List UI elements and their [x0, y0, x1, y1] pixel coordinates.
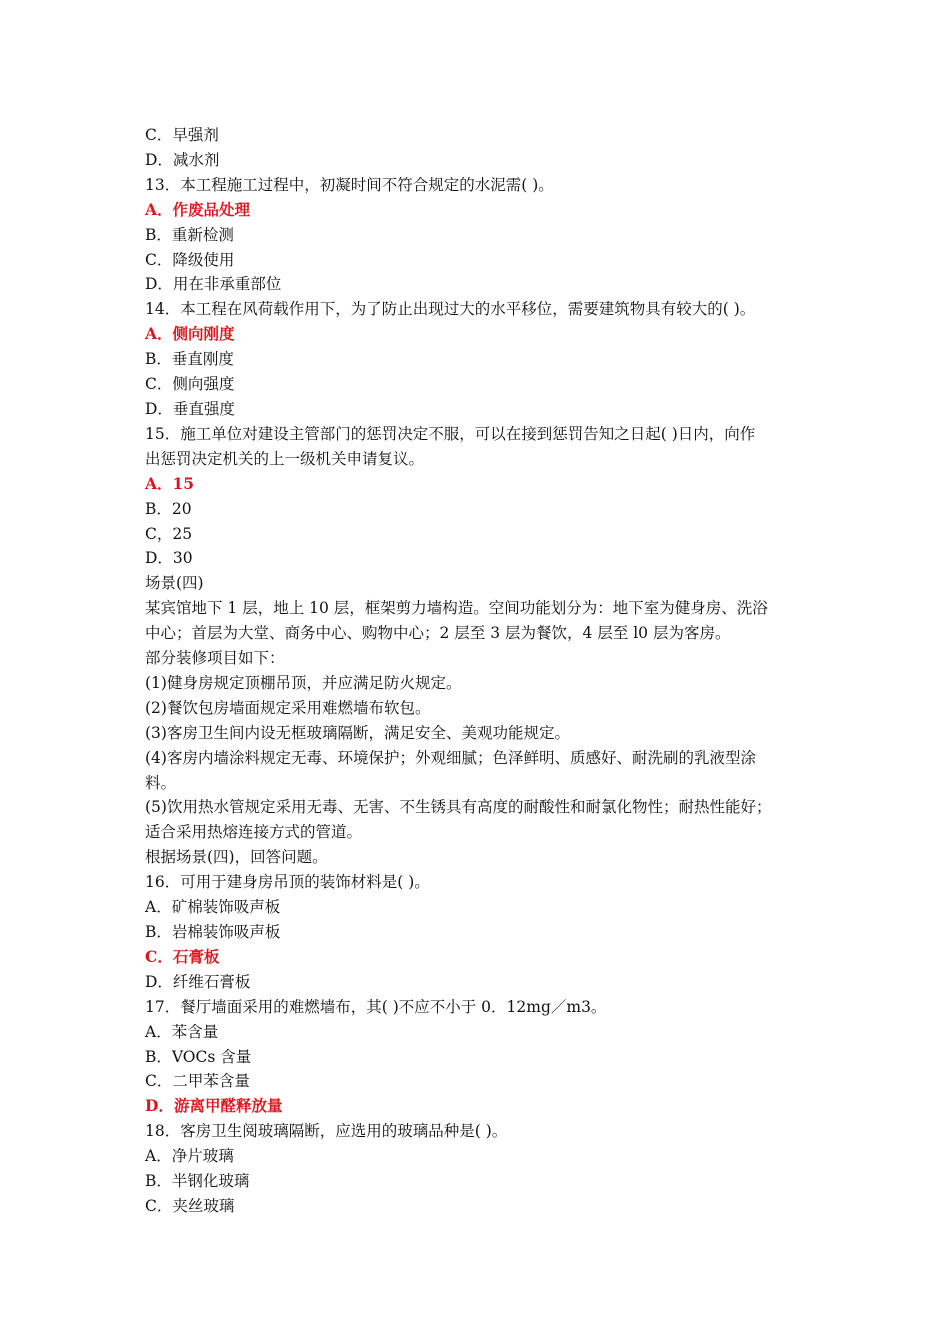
text-line: D．纤维石膏板	[145, 972, 251, 991]
text-line: 出惩罚决定机关的上一级机关申请复议。	[145, 449, 425, 468]
text-line: (5)饮用热水管规定采用无毒、无害、不生锈具有高度的耐酸性和耐氯化物性；耐热性能好；	[145, 798, 772, 817]
text-line: C．侧向强度	[145, 375, 235, 394]
text-line: 适合采用热熔连接方式的管道。	[145, 823, 363, 842]
text-line: A．净片玻璃	[145, 1147, 234, 1166]
text-line: C．降级使用	[145, 250, 235, 269]
text-line: A．苯含量	[145, 1022, 219, 1041]
document-body	[145, 123, 830, 1219]
text-line: B．半钢化玻璃	[145, 1172, 250, 1191]
text-line: 某宾馆地下 1 层，地上 10 层，框架剪力墙构造。空间功能划分为：地下室为健身房、洗浴	[145, 599, 768, 618]
text-line: 根据场景(四)，回答问题。	[145, 848, 328, 867]
answer-line: A．15	[145, 473, 195, 493]
text-line: B．垂直刚度	[145, 350, 234, 369]
text-line: B．20	[145, 499, 192, 518]
answer-line: A．作废品处理	[145, 199, 251, 219]
text-line: (4)客房内墙涂料规定无毒、环境保护；外观细腻；色泽鲜明、质感好、耐洗刷的乳液型涂	[145, 748, 756, 767]
text-line: 中心；首层为大堂、商务中心、购物中心；2 层至 3 层为餐饮，4 层至 l0 层为客房。	[145, 624, 731, 643]
text-line: 13．本工程施工过程中，初凝时间不符合规定的水泥需( )。	[145, 175, 554, 194]
text-line: B．重新检测	[145, 225, 234, 244]
text-line: 料。	[145, 773, 177, 792]
text-line: 14．本工程在风荷载作用下，为了防止出现过大的水平移位，需要建筑物具有较大的( )。	[145, 300, 756, 319]
text-line: 部分装修项目如下：	[145, 649, 285, 668]
text-line: C．二甲苯含量	[145, 1072, 250, 1091]
answer-line: A．侧向刚度	[145, 324, 235, 344]
answer-line: C．石膏板	[145, 946, 220, 966]
text-line: 17．餐厅墙面采用的难燃墙布，其( )不应不小于 0．12mg／m3。	[145, 997, 607, 1016]
text-line: (2)餐饮包房墙面规定采用难燃墙布软包。	[145, 698, 431, 717]
text-line: D．用在非承重部位	[145, 275, 282, 294]
text-line: B．岩棉装饰吸声板	[145, 923, 281, 941]
text-line: A．矿棉装饰吸声板	[145, 898, 281, 917]
answer-line: D．游离甲醛释放量	[145, 1096, 283, 1116]
text-line: (3)客房卫生间内设无框玻璃隔断，满足安全、美观功能规定。	[145, 723, 570, 742]
text-line: D．垂直强度	[145, 399, 235, 418]
text-line: D．减水剂	[145, 150, 220, 169]
text-line: C．夹丝玻璃	[145, 1196, 235, 1215]
text-line: D．30	[145, 549, 193, 568]
text-line: (1)健身房规定顶棚吊顶，并应满足防火规定。	[145, 673, 462, 692]
text-line: 16．可用于建身房吊顶的装饰材料是( )。	[145, 873, 430, 892]
text-line: 场景(四)	[145, 574, 204, 593]
text-line: 15．施工单位对建设主管部门的惩罚决定不服，可以在接到惩罚告知之日起( )日内，向作	[145, 424, 756, 443]
text-line: C，25	[145, 524, 193, 543]
text-line: C．早强剂	[145, 126, 219, 144]
text-line: 18．客房卫生阅玻璃隔断，应选用的玻璃品种是( )。	[145, 1122, 508, 1141]
text-line: B．VOCs 含量	[145, 1047, 252, 1066]
